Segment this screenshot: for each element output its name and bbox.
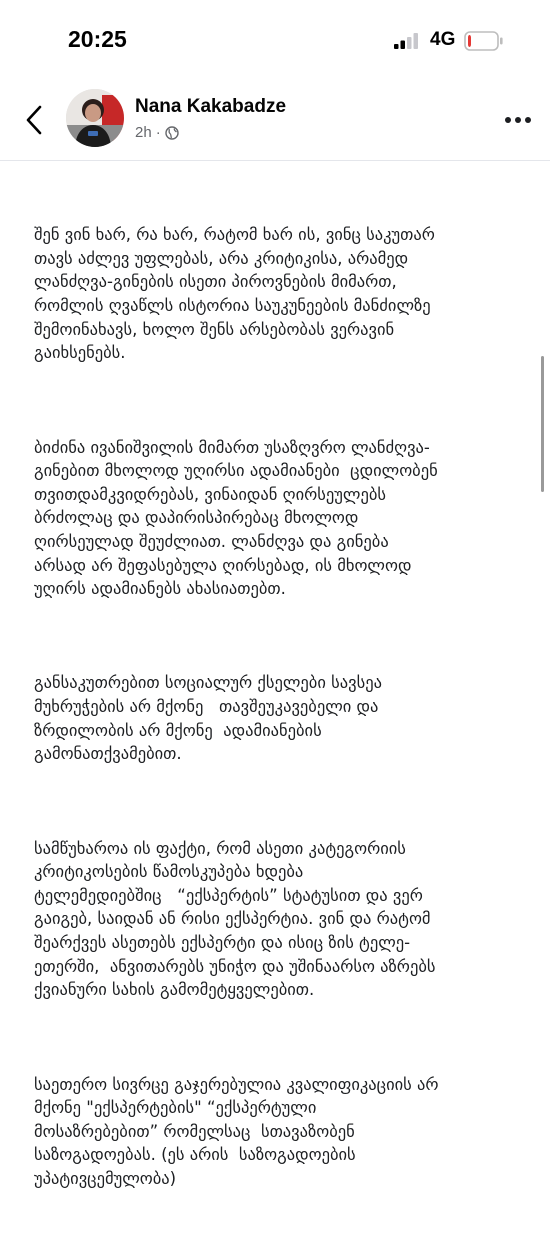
- network-type: 4G: [430, 29, 456, 50]
- post-header: [0, 84, 550, 160]
- avatar-image: [66, 89, 124, 147]
- post-paragraph: შენ ვინ ხარ, რა ხარ, რატომ ხარ ის, ვინც საკუთარ თავს აძლევ უფლებას, არა კრიტიკისა, არამედ ლანძღვა-გინების ისეთი პიროვნების მიმართ, რომლის ღვაწლს ისტორია საუკუნეების მანძილზე შემოინახავს, ხოლო შენს არსებობას ვერავინ გაიხსენებს.: [34, 225, 435, 363]
- post-paragraph: საეთერო სივრცე გაჯერებულია კვალიფიკაციის არ მქონე "ექსპერტების" “ექსპერტული მოსაზრებებით” რომელსაც სთავაზობენ საზოგადოებას. (ეს არის საზოგადოების უპატივცემულობა): [34, 1074, 439, 1188]
- meta-separator: ·: [155, 124, 161, 141]
- post-paragraph: სამწუხაროა ის ფაქტი, რომ ასეთი კატეგორიის კრიტიკოსების წამოსკუპება ხდება ტელემედიებშიც “ექსპერტის” სტატუსით და ვერ გაიგებ, საიდან ან რისი ექსპერტია. ვინ და რატომ შეარქვეს ასეთებს ექსპერტი და ისიც ზის ტელე- ეთერში, ანვითარებს უნიჭო და უშინაარსო აზრებს ქვიანური სახის გამომეტყველებით.: [34, 838, 436, 1000]
- post-paragraph: ბიძინა ივანიშვილის მიმართ უსაზღვრო ლანძღვა- გინებით მხოლოდ უღირსი ადამიანები ცდილობენ თვითდამკვიდრებას, ვინაიდან ღირსეულებს ბრძოლაც და დაპირისპირებაც მხოლოდ ღირსეულად შეუძლიათ. ლანძღვა და გინება არსად არ შეფასებულა ღირსებად, ის მხოლოდ უღირს ადამიანებს ახასიათებთ.: [34, 437, 438, 599]
- author-name[interactable]: Nana Kakabadze: [135, 96, 287, 117]
- cellular-signal-icon: [394, 33, 420, 49]
- avatar[interactable]: [66, 89, 124, 147]
- post-paragraph: განსაკუთრებით სოციალურ ქსელები სავსეა მუხრუჭების არ მქონე თავშეუკავებელი და ზრდილობის არ მქონე ადამიანების გამონათქვამებით.: [34, 673, 382, 764]
- post-text[interactable]: [34, 176, 534, 1238]
- header-divider: [0, 160, 550, 161]
- more-options-button[interactable]: [500, 110, 536, 130]
- globe-icon: [165, 126, 179, 140]
- battery-icon: [464, 31, 504, 51]
- post-time: 2h: [135, 124, 152, 141]
- post-meta: [135, 124, 179, 141]
- back-button[interactable]: [16, 102, 52, 138]
- more-horizontal-icon: [504, 116, 532, 124]
- status-bar: [0, 0, 550, 80]
- chevron-left-icon: [25, 105, 43, 135]
- status-time: 20:25: [68, 26, 127, 52]
- scrollbar-thumb[interactable]: [541, 356, 544, 492]
